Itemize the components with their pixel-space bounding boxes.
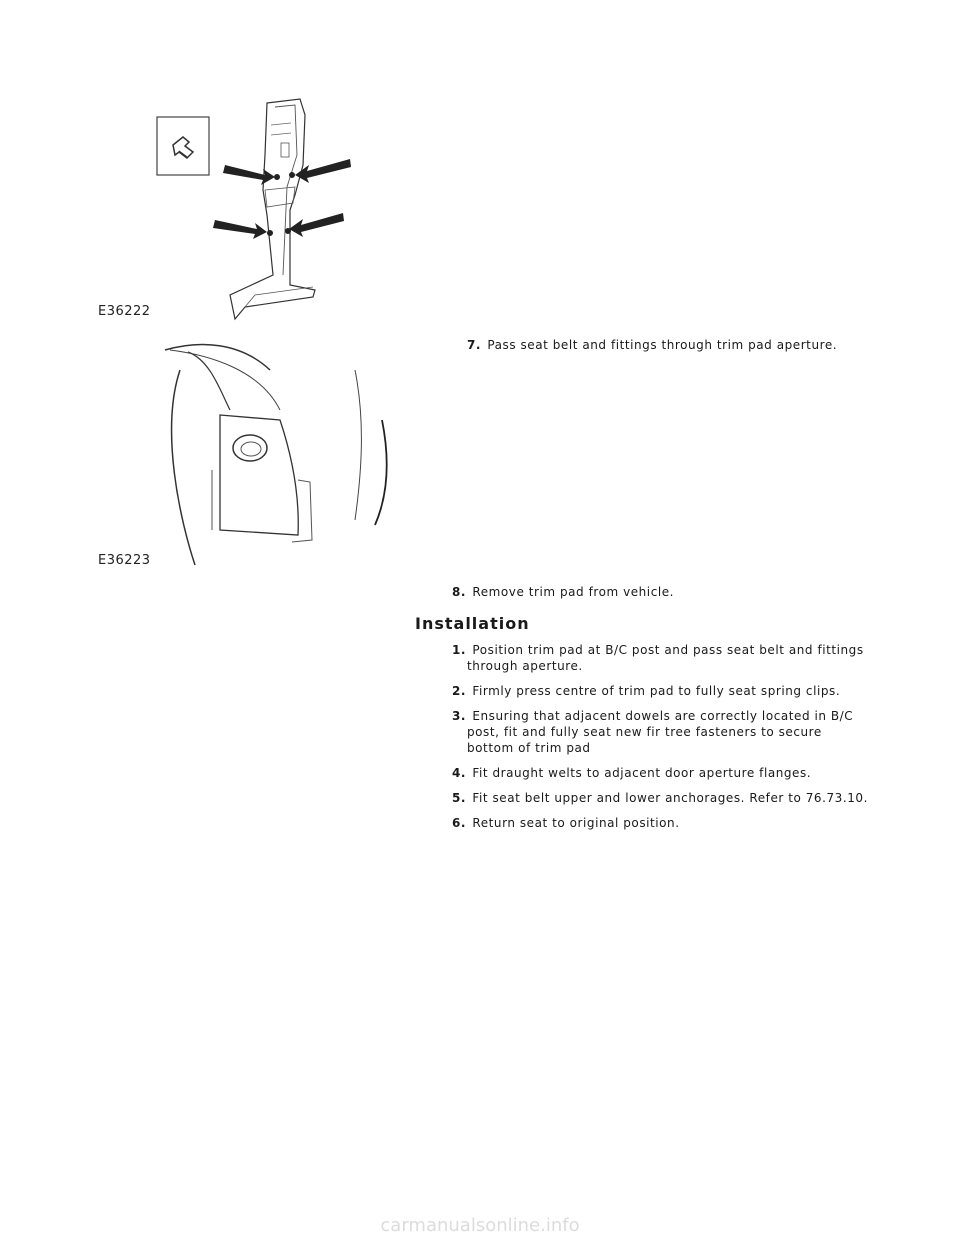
step-number: 8. — [452, 585, 467, 599]
installation-step — [452, 642, 872, 674]
figure-label: E36223 — [98, 553, 151, 568]
figure-e36223 — [150, 330, 400, 570]
trim-pad-illustration — [150, 330, 400, 570]
step-text: Fit draught welts to adjacent door aperture flanges. — [472, 766, 812, 780]
step-number: 3. — [452, 709, 467, 723]
step-text: Fit seat belt upper and lower anchorages. Refer to 76.73.10. — [472, 791, 868, 805]
installation-steps — [452, 642, 872, 840]
removal-step — [467, 337, 867, 353]
step-text: Position trim pad at B/C post and pass seat belt and fittings through aperture. — [467, 643, 864, 673]
step-number: 1. — [452, 643, 467, 657]
clip-marker — [289, 172, 295, 178]
figure-label: E36222 — [98, 304, 151, 319]
step-text: Pass seat belt and fittings through trim pad aperture. — [487, 338, 838, 352]
trim-pad — [220, 415, 298, 535]
step-text: Remove trim pad from vehicle. — [472, 585, 675, 599]
arrow-right-icon — [213, 220, 267, 239]
watermark: carmanualsonline.info — [380, 1215, 580, 1236]
step-text: Return seat to original position. — [472, 816, 680, 830]
step-number: 6. — [452, 816, 467, 830]
installation-step — [452, 815, 872, 831]
installation-step — [452, 790, 872, 806]
step-number: 2. — [452, 684, 467, 698]
installation-heading: Installation — [415, 614, 530, 633]
step-number: 7. — [467, 338, 482, 352]
arrow-left-icon — [289, 213, 344, 237]
installation-step — [452, 708, 872, 756]
clip-marker — [267, 230, 273, 236]
removal-step — [452, 584, 852, 600]
step-number: 5. — [452, 791, 467, 805]
step-text: Firmly press centre of trim pad to fully seat spring clips. — [472, 684, 841, 698]
installation-step — [452, 683, 872, 699]
step-number: 4. — [452, 766, 467, 780]
step-text: Ensuring that adjacent dowels are correctly located in B/C post, fit and fully seat new fir tree fasteners to secure bottom of trim pad — [467, 709, 854, 755]
figure-e36222 — [95, 95, 365, 325]
fir-tree-clip-icon — [157, 117, 209, 175]
installation-step — [452, 765, 872, 781]
b-post-trim-illustration — [95, 95, 365, 325]
